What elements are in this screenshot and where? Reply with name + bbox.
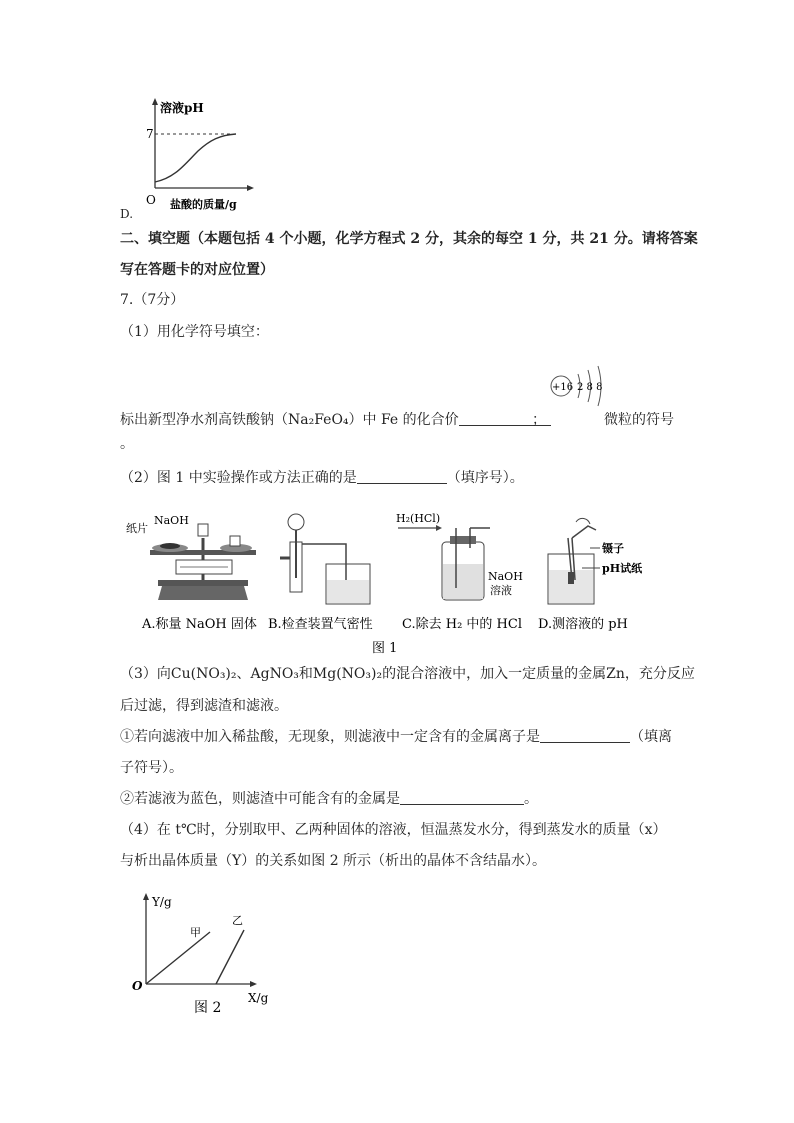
fig2-x-label: X/g [248,991,269,1005]
figure-2 [128,888,278,1018]
part3-a-line1 [120,727,672,747]
caption-b: B.检查装置气密性 [268,617,373,632]
fig2-origin: O [132,979,143,993]
ph-test-apparatus [548,518,600,604]
gas-washing-apparatus [398,525,490,600]
fig2-title: 图 2 [194,1000,222,1016]
label-h2-hcl: H₂(HCl) [396,512,441,525]
caption-a: A.称量 NaOH 固体 [142,617,257,632]
part1-semicolon: ； [532,412,546,428]
figure-1 [120,508,650,660]
graph-d-origin: O [146,193,156,207]
part1-title: （1）用化学符号填空： [120,324,269,340]
label-ph-paper: pH试纸 [602,562,643,575]
graph-d [130,96,280,214]
graph-d-y-label: 溶液pH [160,101,204,115]
part1-text-b: 微粒的符号 [604,412,674,428]
caption-d: D.测溶液的 pH [538,617,628,632]
part2-end: （填序号）。 [446,470,524,486]
part1-text-a: 标出新型净水剂高铁酸钠（Na₂FeO₄）中 Fe 的化合价 [120,412,459,428]
line-jia [146,932,210,984]
option-d: D. [120,207,134,221]
answer-blank-fig1[interactable] [357,469,447,484]
section-heading-line2: 写在答题卡的对应位置） [120,262,274,278]
section-heading-line1: 二、填空题（本题包括 4 个小题，化学方程式 2 分，其余的每空 1 分，共 21 分。请将答案 [120,231,698,247]
fig2-line-a-label: 甲 [190,926,201,939]
part3-line1: （3）向Cu(NO₃)₂、AgNO₃和Mg(NO₃)₂的混合溶液中，加入一定质量的金属Zn，充分反应 [120,666,695,682]
label-paper: 纸片 [126,522,148,535]
balance-apparatus [150,524,256,600]
caption-c: C.除去 H₂ 中的 HCl [402,617,523,632]
fig2-y-label: Y/g [152,895,172,909]
part4-line2: 与析出晶体质量（Y）的关系如图 2 所示（析出的晶体不含结晶水）。 [120,853,547,869]
part2-line [120,468,524,488]
part3-b-end: 。 [524,791,538,807]
graph-d-x-label: 盐酸的质量/g [170,198,237,211]
part2-text: （2）图 1 中实验操作或方法正确的是 [120,470,357,486]
atom-shells: 2 8 8 [577,382,603,393]
part3-b-text: ②若滤液为蓝色，则滤渣中可能含有的金属是 [120,791,400,807]
label-solution-c: 溶液 [490,584,512,597]
atom-nucleus: +16 [552,382,574,393]
label-naoh-c: NaOH [488,570,523,583]
airtightness-apparatus [280,514,370,604]
label-naoh-a: NaOH [154,514,189,527]
graph-d-tick-7: 7 [146,127,154,141]
part3-a-line2: 子符号）。 [120,760,183,776]
part1-line-a [120,410,551,430]
figure-1-title: 图 1 [372,641,398,656]
answer-blank-ions[interactable] [540,728,630,743]
label-tweezers: 镊子 [602,542,624,555]
part1-end: 。 [120,436,134,452]
part3-b-line [120,789,538,809]
part4-line1: （4）在 t℃时，分别取甲、乙两种固体的溶液，恒温蒸发水分，得到蒸发水的质量（x） [120,822,667,838]
fig2-line-b-label: 乙 [232,914,243,927]
part3-a-tail: （填离 [630,729,672,745]
line-yi [216,930,244,984]
part3-line2: 后过滤，得到滤渣和滤液。 [120,698,288,714]
answer-blank-metals[interactable] [400,790,524,805]
part3-a-text: ①若向滤液中加入稀盐酸，无现象，则滤液中一定含有的金属离子是 [120,729,540,745]
question-number: 7.（7分） [120,292,185,308]
